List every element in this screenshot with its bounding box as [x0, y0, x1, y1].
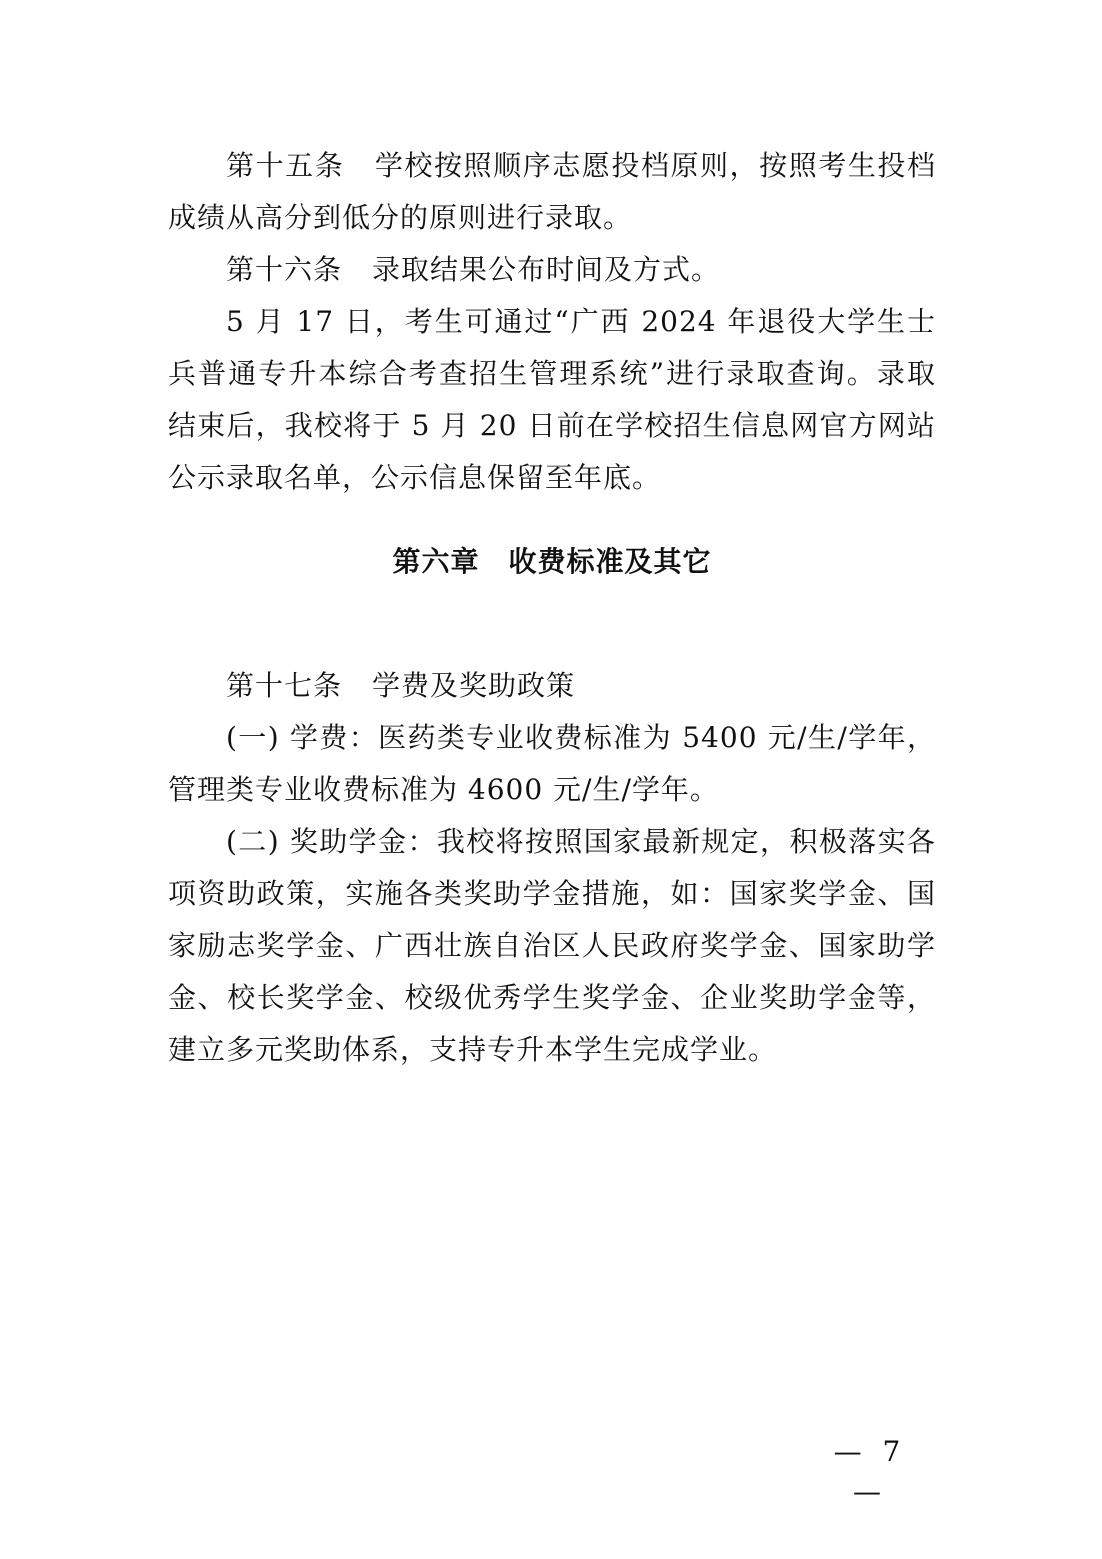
article-17 [168, 660, 936, 712]
page-number: — 7 — [833, 1435, 907, 1508]
article-15 [168, 140, 936, 244]
admission-query-paragraph: 5 月 17 日，考生可通过“广西 2024 年退役大学生士兵普通专升本综合考查招生管理系统”进行录取查询。录取结束后，我校将于 5 月 20 日前在学校招生信息网官方网站公示录取名单，公示信息保留至年底。 [168, 305, 936, 494]
tuition-paragraph: (一) 学费：医药类专业收费标准为 5400 元/生/学年，管理类专业收费标准为 4600 元/生/学年。 [168, 721, 936, 806]
article-16 [168, 244, 936, 296]
article-text: 学费及奖助政策 [372, 669, 576, 702]
scholarship-paragraph: (二) 奖助学金：我校将按照国家最新规定，积极落实各项资助政策，实施各类奖助学金措施，如：国家奖学金、国家励志奖学金、广西壮族自治区人民政府奖学金、国家助学金、校长奖学金、校级优秀学生奖学金、企业奖助学金等，建立多元奖助体系，支持专升本学生完成学业。 [168, 825, 936, 1066]
chapter-title: 第六章 收费标准及其它 [392, 545, 712, 578]
document-body [168, 140, 936, 1076]
article-heading: 第十七条 [226, 669, 343, 702]
article-text: 录取结果公布时间及方式。 [372, 253, 721, 286]
article-heading: 第十六条 [226, 253, 343, 286]
article-heading: 第十五条 [226, 149, 345, 182]
article-text: 学校按照顺序志愿投档原则，按照考生投档成绩从高分到低分的原则进行录取。 [168, 149, 936, 234]
